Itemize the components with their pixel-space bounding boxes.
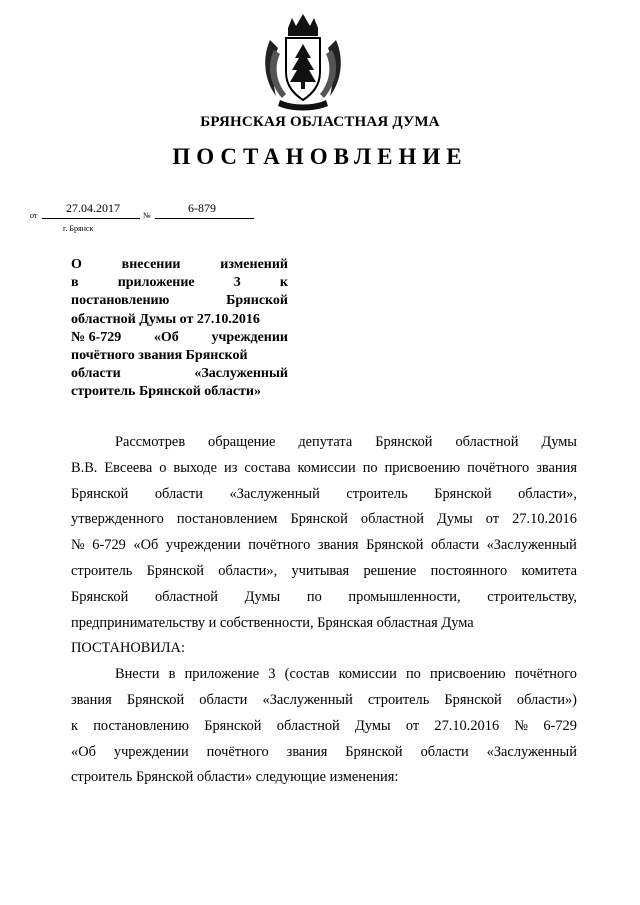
body-word: областной — [360, 511, 424, 528]
body-line — [71, 744, 577, 761]
body-word: Брянской — [71, 485, 129, 502]
body-word: Внести — [115, 666, 160, 683]
body-word: Думы — [541, 434, 577, 450]
body-line — [71, 511, 577, 528]
body-word: по — [306, 588, 322, 605]
body-word: постановлению — [93, 717, 189, 734]
title-word: почётного звания Брянской — [71, 348, 248, 364]
title-word: учреждении — [211, 329, 288, 345]
title-line — [71, 365, 288, 383]
document-date: 27.04.2017 — [66, 201, 120, 215]
body-word: звания — [317, 537, 359, 554]
title-word: в — [71, 275, 79, 291]
title-line — [71, 274, 288, 292]
body-word: № — [71, 537, 85, 554]
body-word: Брянской — [126, 692, 185, 708]
body-word: Брянской — [366, 537, 424, 554]
body-word: по — [405, 666, 421, 683]
body-word: области — [420, 743, 469, 760]
body-word: депутата — [298, 434, 353, 450]
body-word: присвоению — [430, 666, 506, 683]
title-line — [71, 256, 288, 274]
body-word: Брянской — [345, 743, 403, 760]
body-word: 27.10.2016 — [434, 717, 500, 734]
body-word: Брянской — [71, 588, 129, 605]
body-line — [71, 718, 577, 735]
title-word: изменений — [220, 257, 288, 272]
body-word: «Заслуженный — [486, 537, 577, 554]
body-line: ПОСТАНОВИЛА: — [71, 640, 185, 657]
title-line — [71, 329, 288, 347]
body-word: областной — [455, 434, 519, 450]
from-label: от — [30, 211, 38, 220]
body-word: области») — [516, 692, 577, 708]
body-word: строитель — [367, 692, 430, 708]
title-word: «Заслуженный — [194, 366, 288, 382]
body-word: строитель — [346, 485, 408, 502]
body-line — [71, 460, 577, 477]
body-word: Рассмотрев — [115, 434, 186, 450]
coat-of-arms-icon — [262, 10, 344, 112]
body-line — [71, 589, 577, 606]
body-word: области — [199, 692, 248, 708]
body-word: Брянской — [290, 511, 348, 528]
document-type: ПОСТАНОВЛЕНИЕ — [172, 144, 468, 169]
body-word: 6-729 — [92, 537, 126, 554]
organization-name: БРЯНСКАЯ ОБЛАСТНАЯ ДУМА — [200, 114, 440, 130]
body-word: области», — [218, 563, 278, 579]
number-underline — [155, 218, 254, 219]
body-word: комиссии — [338, 666, 397, 683]
document-title — [71, 256, 288, 402]
body-word: состава — [244, 459, 291, 476]
title-word: внесении — [121, 257, 181, 272]
body-word: «Заслуженный — [229, 485, 320, 502]
body-word: о — [159, 459, 167, 476]
body-line: строитель Брянской области» следующие изменения: — [71, 769, 399, 786]
body-line — [71, 563, 577, 580]
body-word: утвержденного — [71, 511, 164, 528]
title-word: строитель Брянской области» — [71, 384, 261, 400]
title-line — [71, 347, 288, 365]
body-word: комитета — [521, 563, 577, 579]
body-word: комиссии — [297, 459, 356, 476]
body-word: Думы — [355, 717, 391, 734]
body-word: решение — [363, 563, 417, 579]
body-word: промышленности, — [348, 588, 461, 605]
body-line — [71, 537, 577, 554]
body-word: 6-729 — [543, 717, 577, 734]
body-word: обращение — [208, 434, 276, 450]
body-word: приложение — [184, 666, 260, 683]
body-word: звания — [71, 692, 112, 708]
body-line — [71, 692, 577, 709]
body-word: от — [485, 511, 500, 528]
body-word: Брянской — [204, 717, 262, 734]
body-word: 3 — [268, 666, 276, 683]
body-word: 27.10.2016 — [512, 511, 577, 528]
body-word: Брянской — [434, 485, 492, 502]
body-word: области — [154, 485, 203, 502]
body-line — [115, 666, 577, 683]
body-word: от — [405, 717, 420, 734]
body-word: Брянской — [375, 434, 433, 450]
body-word: постановлением — [176, 511, 278, 528]
body-word: Думы — [244, 588, 281, 605]
title-word: постановлению — [71, 293, 170, 309]
body-line: предпринимательству и собственности, Брянская областная Дума — [71, 614, 474, 631]
body-word: к — [71, 717, 78, 734]
title-word: областной Думы от 27.10.2016 — [71, 311, 260, 327]
title-word: О — [71, 257, 82, 272]
title-word: «Об — [153, 329, 179, 345]
body-word: № — [514, 717, 529, 734]
body-word: почётного — [206, 743, 269, 760]
body-word: постоянного — [430, 563, 508, 579]
body-word: почётного — [514, 666, 577, 683]
title-word: 3 — [233, 275, 241, 291]
body-word: строитель — [71, 563, 133, 579]
body-word: учитывая — [291, 563, 350, 579]
body-word: области», — [518, 485, 577, 502]
date-underline — [42, 218, 140, 219]
body-word: звания — [536, 459, 577, 476]
title-line — [71, 292, 288, 310]
body-word: областной — [276, 717, 340, 734]
body-word: по — [362, 459, 378, 476]
body-word: Брянской — [146, 563, 204, 579]
city-label: г. Брянск — [63, 224, 94, 233]
body-word: «Заслуженный — [262, 692, 353, 708]
body-word: «Заслуженный — [486, 743, 577, 760]
body-word: (состав — [284, 666, 330, 683]
title-word: к — [279, 275, 288, 291]
body-line — [71, 486, 577, 503]
body-word: областной — [154, 588, 218, 605]
title-line — [71, 383, 288, 401]
body-word: присвоению — [384, 459, 461, 476]
document-number: 6-879 — [188, 201, 216, 215]
body-word: Евсеева — [104, 459, 153, 476]
body-word: В.В. — [71, 459, 98, 476]
body-word: из — [224, 459, 238, 476]
body-word: Думы — [437, 511, 473, 528]
title-word: Брянской — [226, 293, 288, 309]
body-word: «Об — [133, 537, 159, 554]
title-word: области — [71, 366, 121, 382]
body-word: Брянской — [444, 692, 502, 708]
body-word: звания — [286, 743, 328, 760]
body-word: учреждении — [165, 537, 241, 554]
title-word: № 6-729 — [71, 329, 122, 345]
body-word: учреждении — [113, 743, 189, 760]
body-word: в — [168, 666, 176, 683]
body-word: выходе — [173, 459, 218, 476]
title-word: приложение — [117, 275, 195, 291]
title-line — [71, 311, 288, 329]
body-word: области — [430, 537, 480, 554]
body-word: почётного — [248, 537, 311, 554]
number-label: № — [143, 211, 151, 220]
body-word: почётного — [467, 459, 530, 476]
body-word: «Об — [71, 743, 96, 760]
body-word: строительству, — [487, 588, 577, 605]
body-line — [115, 434, 577, 451]
